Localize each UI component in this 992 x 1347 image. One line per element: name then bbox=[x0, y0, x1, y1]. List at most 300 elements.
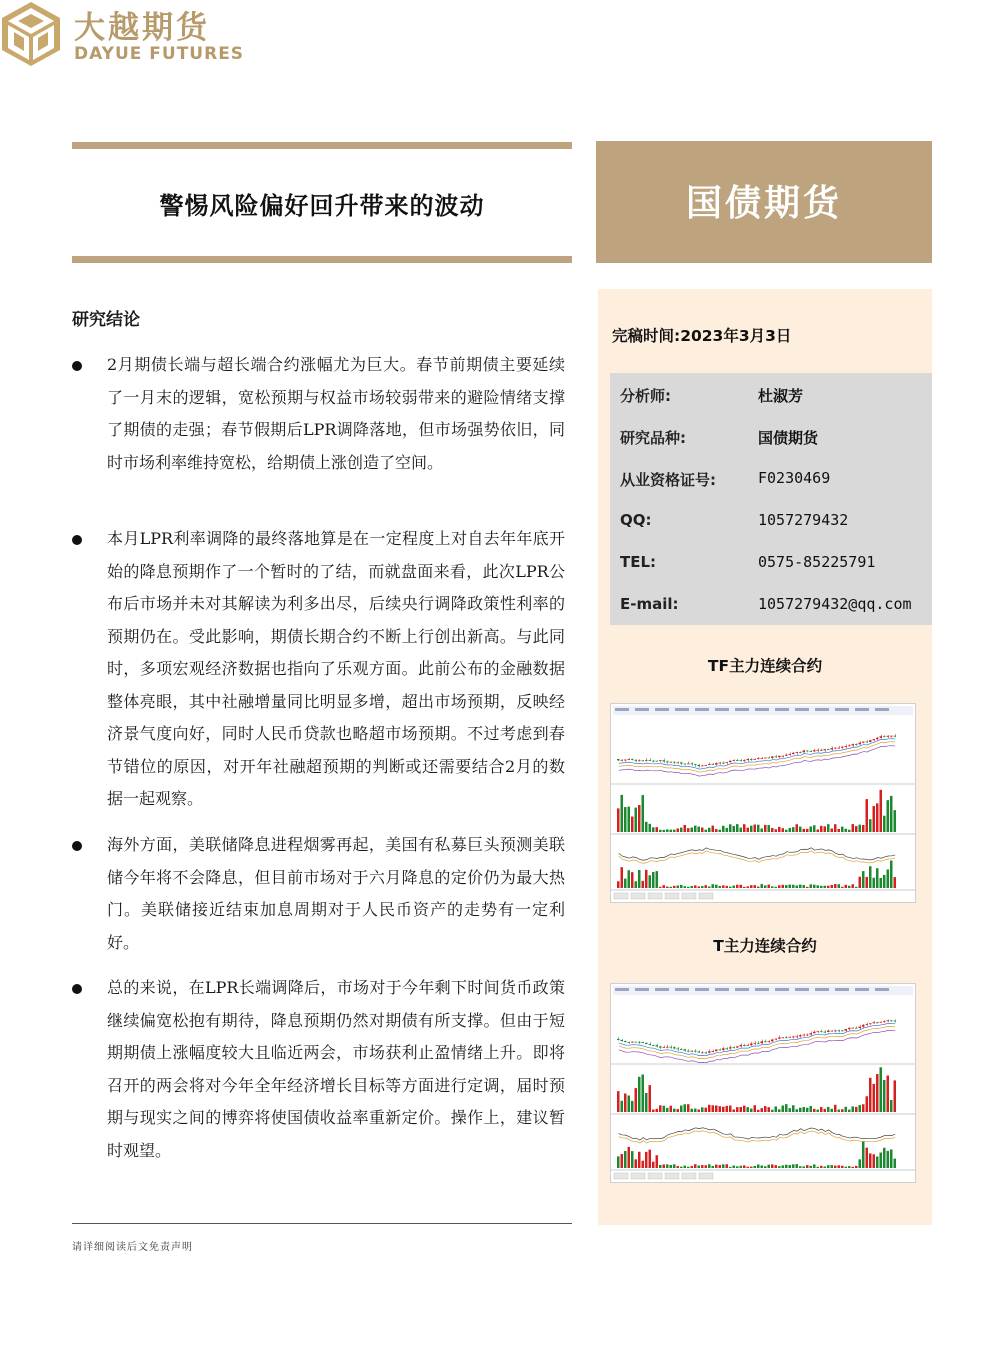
indicator-bar bbox=[740, 885, 743, 888]
indicator-bar bbox=[789, 885, 792, 888]
volume-bar bbox=[754, 1105, 757, 1112]
volume-bar bbox=[649, 824, 652, 832]
candle-body bbox=[848, 745, 851, 746]
indicator-bar bbox=[649, 1150, 652, 1168]
candle-body bbox=[715, 1050, 718, 1052]
indicator-bar bbox=[649, 875, 652, 888]
candle-body bbox=[827, 1031, 830, 1032]
chart-header-text bbox=[715, 988, 729, 991]
candle-body bbox=[694, 1051, 697, 1052]
candle-body bbox=[733, 760, 736, 761]
indicator-bar bbox=[757, 1165, 760, 1168]
chart-header-text bbox=[875, 708, 889, 711]
volume-bar bbox=[831, 829, 834, 832]
chart-header-text bbox=[715, 708, 729, 711]
indicator-bar bbox=[722, 1164, 725, 1168]
chart-header-text bbox=[855, 708, 869, 711]
volume-bar bbox=[656, 827, 659, 832]
volume-bar bbox=[887, 800, 890, 832]
indicator-bar bbox=[652, 872, 655, 888]
volume-bar bbox=[806, 1108, 809, 1112]
indicator-bar bbox=[712, 1166, 715, 1168]
indicator-bar bbox=[859, 877, 862, 888]
volume-bar bbox=[670, 1106, 673, 1112]
candle-body bbox=[796, 1036, 799, 1037]
indicator-bar bbox=[656, 871, 659, 888]
volume-bar bbox=[656, 1109, 659, 1112]
volume-bar bbox=[806, 829, 809, 832]
email-value: 1057279432@qq.com bbox=[758, 595, 912, 613]
candle-body bbox=[698, 1052, 701, 1053]
indicator-bar bbox=[729, 887, 732, 888]
volume-bar bbox=[747, 1107, 750, 1112]
volume-bar bbox=[789, 1108, 792, 1112]
candle-body bbox=[712, 1051, 715, 1052]
indicator-bar bbox=[827, 1165, 830, 1168]
chart-header-text bbox=[615, 988, 629, 991]
kline-chart-tf-image bbox=[611, 704, 915, 902]
indicator-bar bbox=[747, 886, 750, 888]
volume-bar bbox=[782, 828, 785, 832]
candle-body bbox=[750, 1044, 753, 1046]
candle-body bbox=[785, 755, 788, 756]
indicator-bar bbox=[880, 1153, 883, 1168]
indicator-bar bbox=[789, 1165, 792, 1168]
candle-body bbox=[635, 760, 638, 761]
volume-bar bbox=[817, 1110, 820, 1112]
volume-bar bbox=[698, 827, 701, 832]
license-label: 从业资格证号: bbox=[620, 471, 716, 489]
candle-body bbox=[824, 1032, 827, 1033]
volume-bar bbox=[845, 829, 848, 832]
license-value: F0230469 bbox=[758, 469, 831, 487]
chart-header-text bbox=[615, 708, 629, 711]
indicator-bar bbox=[862, 871, 865, 888]
candle-body bbox=[715, 763, 718, 764]
candle-body bbox=[789, 754, 792, 755]
indicator-bar bbox=[670, 887, 673, 888]
volume-bar bbox=[890, 1100, 893, 1112]
volume-bar bbox=[852, 1106, 855, 1112]
volume-bar bbox=[890, 796, 893, 832]
volume-bar bbox=[631, 1101, 634, 1112]
candle-body bbox=[736, 1046, 739, 1047]
volume-bar bbox=[803, 829, 806, 832]
candle-body bbox=[806, 751, 809, 752]
indicator-bar bbox=[806, 887, 809, 888]
candle-body bbox=[873, 1022, 876, 1023]
candle-body bbox=[803, 751, 806, 753]
volume-bar bbox=[841, 827, 844, 832]
volume-bar bbox=[722, 826, 725, 832]
candle-body bbox=[740, 760, 743, 761]
indicator-bar bbox=[743, 887, 746, 888]
indicator-bar bbox=[817, 885, 820, 888]
indicator-bar bbox=[694, 885, 697, 888]
chart-period-tab bbox=[648, 1173, 662, 1179]
volume-bar bbox=[684, 1104, 687, 1112]
indicator-bar bbox=[726, 886, 729, 888]
indicator-bar bbox=[628, 870, 631, 888]
volume-bar bbox=[785, 1104, 788, 1112]
volume-bar bbox=[778, 1109, 781, 1112]
indicator-bar bbox=[824, 886, 827, 888]
candle-body bbox=[789, 1037, 792, 1038]
volume-bar bbox=[687, 828, 690, 832]
indicator-bar bbox=[628, 1147, 631, 1168]
indicator-bar bbox=[862, 1141, 865, 1168]
indicator-bar bbox=[803, 885, 806, 888]
candle-body bbox=[796, 752, 799, 753]
kline-chart-t bbox=[610, 983, 916, 1183]
indicator-bar bbox=[701, 1165, 704, 1168]
indicator-bar bbox=[866, 877, 869, 888]
indicator-bar bbox=[680, 885, 683, 888]
volume-bar bbox=[838, 1110, 841, 1112]
indicator-bar bbox=[754, 885, 757, 888]
candle-body bbox=[645, 1043, 648, 1044]
candle-body bbox=[810, 1033, 813, 1034]
indicator-bar bbox=[715, 885, 718, 888]
report-title: 警惕风险偏好回升带来的波动 bbox=[159, 192, 485, 220]
candle-body bbox=[820, 750, 823, 751]
indicator-bar bbox=[845, 1167, 848, 1168]
candle-body bbox=[684, 764, 687, 765]
volume-bar bbox=[873, 806, 876, 832]
candle-body bbox=[649, 760, 652, 761]
tel-value: 0575-85225791 bbox=[758, 553, 876, 571]
indicator-bar bbox=[750, 885, 753, 888]
volume-bar bbox=[771, 1110, 774, 1112]
bullet-dot-icon bbox=[72, 984, 82, 994]
volume-bar bbox=[743, 1106, 746, 1112]
chart-header-text bbox=[675, 708, 689, 711]
indicator-bar bbox=[743, 1165, 746, 1168]
candle-body bbox=[705, 765, 708, 766]
volume-bar bbox=[698, 1109, 701, 1112]
candle-body bbox=[880, 1022, 883, 1023]
indicator-bar bbox=[778, 885, 781, 888]
indicator-bar bbox=[691, 1166, 694, 1168]
volume-bar bbox=[701, 828, 704, 832]
indicator-bar bbox=[775, 1165, 778, 1168]
volume-bar bbox=[638, 1077, 641, 1112]
candle-body bbox=[803, 1035, 806, 1036]
volume-bar bbox=[617, 808, 620, 832]
category-label: 国债期货 bbox=[685, 183, 842, 224]
indicator-bar bbox=[708, 1164, 711, 1168]
volume-bar bbox=[652, 827, 655, 832]
indicator-bar bbox=[708, 886, 711, 888]
volume-bar bbox=[796, 1109, 799, 1112]
candle-body bbox=[701, 766, 704, 767]
research-variety-label: 研究品种: bbox=[620, 429, 686, 447]
candle-body bbox=[827, 749, 830, 750]
candle-body bbox=[824, 749, 827, 750]
kline-chart-tf bbox=[610, 703, 916, 903]
chart-period-tab bbox=[631, 893, 645, 899]
candle-body bbox=[631, 759, 634, 760]
indicator-bar bbox=[806, 1165, 809, 1168]
indicator-bar bbox=[642, 1161, 645, 1168]
candle-body bbox=[887, 736, 890, 737]
indicator-bar bbox=[796, 885, 799, 888]
indicator-bar bbox=[894, 877, 897, 888]
volume-bar bbox=[778, 827, 781, 832]
candle-body bbox=[792, 1037, 795, 1038]
candle-body bbox=[768, 758, 771, 759]
indicator-bar bbox=[719, 1165, 722, 1168]
candle-body bbox=[729, 1047, 732, 1048]
candle-body bbox=[876, 738, 879, 739]
chart-header-text bbox=[835, 988, 849, 991]
volume-bar bbox=[642, 795, 645, 832]
candle-body bbox=[649, 1044, 652, 1045]
candle-body bbox=[736, 760, 739, 761]
volume-bar bbox=[624, 807, 627, 832]
indicator-line bbox=[619, 1128, 896, 1140]
volume-bar bbox=[817, 829, 820, 832]
indicator-bar bbox=[698, 886, 701, 888]
chart-header-text bbox=[795, 708, 809, 711]
moving-average-line bbox=[619, 742, 896, 772]
analyst-info-box bbox=[610, 373, 932, 625]
candle-body bbox=[624, 760, 627, 761]
indicator-bar bbox=[747, 1167, 750, 1168]
volume-bar bbox=[705, 1108, 708, 1112]
volume-bar bbox=[848, 830, 851, 832]
candle-body bbox=[642, 760, 645, 761]
candle-body bbox=[750, 759, 753, 760]
qq-value: 1057279432 bbox=[758, 511, 849, 529]
candle-body bbox=[722, 763, 725, 764]
indicator-bar bbox=[852, 1167, 855, 1168]
candle-body bbox=[659, 760, 662, 761]
candle-body bbox=[677, 1048, 680, 1049]
chart-header-text bbox=[655, 988, 669, 991]
candle-body bbox=[670, 762, 673, 763]
completion-date bbox=[612, 324, 791, 346]
indicator-bar bbox=[768, 885, 771, 888]
indicator-bar bbox=[803, 1166, 806, 1168]
candle-body bbox=[708, 764, 711, 765]
candle-body bbox=[656, 761, 659, 762]
candle-body bbox=[757, 758, 760, 759]
volume-bar bbox=[813, 1109, 816, 1112]
chart-header-text bbox=[815, 708, 829, 711]
title-top-rule bbox=[72, 142, 572, 149]
indicator-bar bbox=[624, 1151, 627, 1168]
candle-body bbox=[708, 1051, 711, 1052]
candle-body bbox=[659, 1046, 662, 1047]
volume-bar bbox=[831, 1109, 834, 1112]
candle-body bbox=[866, 742, 869, 743]
candle-body bbox=[806, 1035, 809, 1036]
volume-bar bbox=[736, 824, 739, 832]
volume-bar bbox=[694, 1109, 697, 1112]
candle-body bbox=[666, 1047, 669, 1048]
indicator-bar bbox=[663, 885, 666, 888]
indicator-bar bbox=[631, 872, 634, 888]
indicator-line bbox=[619, 851, 896, 863]
research-variety-value: 国债期货 bbox=[758, 429, 819, 447]
volume-bar bbox=[628, 807, 631, 832]
indicator-bar bbox=[817, 1167, 820, 1168]
indicator-bar bbox=[617, 881, 620, 888]
indicator-bar bbox=[642, 881, 645, 888]
indicator-bar bbox=[736, 885, 739, 888]
candle-body bbox=[628, 759, 631, 760]
volume-bar bbox=[624, 1094, 627, 1112]
volume-bar bbox=[764, 825, 767, 832]
volume-bar bbox=[659, 1105, 662, 1112]
volume-bar bbox=[754, 825, 757, 832]
volume-bar bbox=[666, 829, 669, 832]
indicator-bar bbox=[869, 866, 872, 888]
volume-bar bbox=[876, 1074, 879, 1112]
volume-bar bbox=[869, 1078, 872, 1112]
chart-period-tab bbox=[699, 893, 713, 899]
volume-bar bbox=[726, 828, 729, 832]
indicator-bar bbox=[764, 1166, 767, 1168]
indicator-bar bbox=[687, 887, 690, 888]
volume-bar bbox=[638, 805, 641, 832]
volume-bar bbox=[820, 826, 823, 832]
volume-bar bbox=[852, 824, 855, 832]
volume-bar bbox=[862, 825, 865, 832]
indicator-bar bbox=[785, 1165, 788, 1168]
candle-body bbox=[663, 1047, 666, 1048]
chart-header-text bbox=[835, 708, 849, 711]
indicator-bar bbox=[855, 1166, 858, 1168]
indicator-bar bbox=[841, 887, 844, 888]
candle-body bbox=[638, 760, 641, 761]
candle-body bbox=[701, 1052, 704, 1053]
candle-body bbox=[855, 744, 858, 745]
volume-bar bbox=[733, 1109, 736, 1112]
volume-bar bbox=[715, 829, 718, 832]
indicator-bar bbox=[645, 870, 648, 888]
volume-bar bbox=[810, 1106, 813, 1112]
indicator-bar bbox=[666, 1164, 669, 1168]
indicator-bar bbox=[687, 1167, 690, 1168]
volume-bar bbox=[631, 817, 634, 832]
kline-chart-t-image bbox=[611, 984, 915, 1182]
candle-body bbox=[747, 759, 750, 760]
candle-body bbox=[726, 1048, 729, 1049]
volume-bar bbox=[670, 830, 673, 832]
indicator-bar bbox=[677, 1166, 680, 1168]
candle-body bbox=[621, 760, 624, 761]
candle-body bbox=[869, 740, 872, 742]
indicator-bar bbox=[701, 886, 704, 888]
indicator-bar bbox=[652, 1162, 655, 1168]
indicator-bar bbox=[883, 1148, 886, 1168]
candle-body bbox=[831, 1031, 834, 1032]
chart-header-text bbox=[755, 708, 769, 711]
volume-bar bbox=[775, 1106, 778, 1112]
candle-body bbox=[684, 1049, 687, 1050]
volume-bar bbox=[820, 1107, 823, 1112]
indicator-bar bbox=[691, 886, 694, 888]
indicator-bar bbox=[673, 1164, 676, 1168]
bullet-paragraph-3: 海外方面，美联储降息进程烟雾再起，美国有私募巨头预测美联储今年将不会降息，但目前市场对于六月降息的定价仍为最大热门。美联储接近结束加息周期对于人民币资产的走势有一定利好。 bbox=[107, 835, 565, 952]
volume-bar bbox=[876, 803, 879, 832]
indicator-bar bbox=[876, 868, 879, 888]
candle-body bbox=[698, 765, 701, 766]
candle-body bbox=[719, 1050, 722, 1051]
volume-bar bbox=[694, 826, 697, 832]
indicator-bar bbox=[824, 1166, 827, 1168]
indicator-bar bbox=[852, 884, 855, 888]
volume-bar bbox=[834, 824, 837, 832]
indicator-bar bbox=[761, 1165, 764, 1168]
candle-body bbox=[747, 1045, 750, 1046]
candle-body bbox=[754, 759, 757, 760]
chart-period-tab bbox=[648, 893, 662, 899]
bullet-paragraph-4: 总的来说，在LPR长端调降后，市场对于今年剩下时间货币政策继续偏宽松抱有期待，降息预期仍然对期债有所支撑。但由于短期期债上涨幅度较大且临近两会，市场获利止盈情绪上升。即将召开的两会将对今年全年经济增长目标等方面进行定调，届时预期与现实之间的博弈将使国债收益率重新定价。操作上，建议暂时观望。 bbox=[107, 978, 565, 1160]
indicator-bar bbox=[621, 1154, 624, 1168]
logo-english-name: DAYUE FUTURES bbox=[74, 44, 245, 64]
candle-body bbox=[635, 1042, 638, 1043]
indicator-bar bbox=[684, 886, 687, 888]
candle-body bbox=[876, 1022, 879, 1023]
indicator-bar bbox=[873, 1154, 876, 1168]
analyst-value: 杜淑芳 bbox=[758, 387, 804, 405]
volume-bar bbox=[866, 799, 869, 832]
candle-body bbox=[792, 753, 795, 754]
candle-body bbox=[712, 764, 715, 765]
candle-body bbox=[726, 762, 729, 763]
footer-rule bbox=[72, 1223, 572, 1224]
candle-body bbox=[845, 1029, 848, 1031]
indicator-bar bbox=[831, 885, 834, 888]
indicator-bar bbox=[638, 1152, 641, 1168]
candle-body bbox=[883, 1021, 886, 1022]
volume-bar bbox=[810, 826, 813, 832]
candle-body bbox=[778, 756, 781, 757]
email-label: E-mail: bbox=[620, 595, 679, 613]
indicator-bar bbox=[778, 1166, 781, 1168]
indicator-bar bbox=[659, 887, 662, 888]
indicator-bar bbox=[785, 885, 788, 888]
candle-body bbox=[866, 1024, 869, 1025]
indicator-bar bbox=[684, 1166, 687, 1168]
volume-bar bbox=[883, 1080, 886, 1112]
candle-body bbox=[799, 1035, 802, 1036]
volume-bar bbox=[666, 1108, 669, 1112]
candle-body bbox=[778, 1037, 781, 1038]
volume-bar bbox=[729, 824, 732, 832]
volume-bar bbox=[736, 1107, 739, 1112]
qq-label: QQ: bbox=[620, 511, 652, 529]
bullet-paragraph-2: 本月LPR利率调降的最终落地算是在一定程度上对自去年年底开始的降息预期作了一个暂时的了结，而就盘面来看，此次LPR公布后市场并未对其解读为利多出尽，后续央行调降政策性利率的预期仍在。受此影响，期债长期合约不断上行创出新高。与此同时，多项宏观经济数据也指向了乐观方面。此前公布的金融数据整体亮眼，其中社融增量同比明显多增，超出市场预期，反映经济景气度向好，同时人民币贷款也略超市场预期。不过考虑到春节错位的原因，对开年社融超预期的判断或还需要结合2月的数据一起观察。 bbox=[107, 529, 565, 808]
indicator-bar bbox=[848, 1166, 851, 1168]
indicator-bar bbox=[726, 1164, 729, 1168]
volume-bar bbox=[880, 790, 883, 832]
candle-body bbox=[859, 743, 862, 745]
candle-body bbox=[691, 1051, 694, 1052]
volume-bar bbox=[782, 1105, 785, 1112]
volume-bar bbox=[750, 826, 753, 832]
candle-body bbox=[743, 760, 746, 761]
candle-body bbox=[687, 763, 690, 764]
candle-body bbox=[656, 1045, 659, 1046]
indicator-bar bbox=[834, 1166, 837, 1168]
chart-period-tab bbox=[665, 893, 679, 899]
candle-body bbox=[838, 1030, 841, 1031]
indicator-bar bbox=[887, 869, 890, 888]
